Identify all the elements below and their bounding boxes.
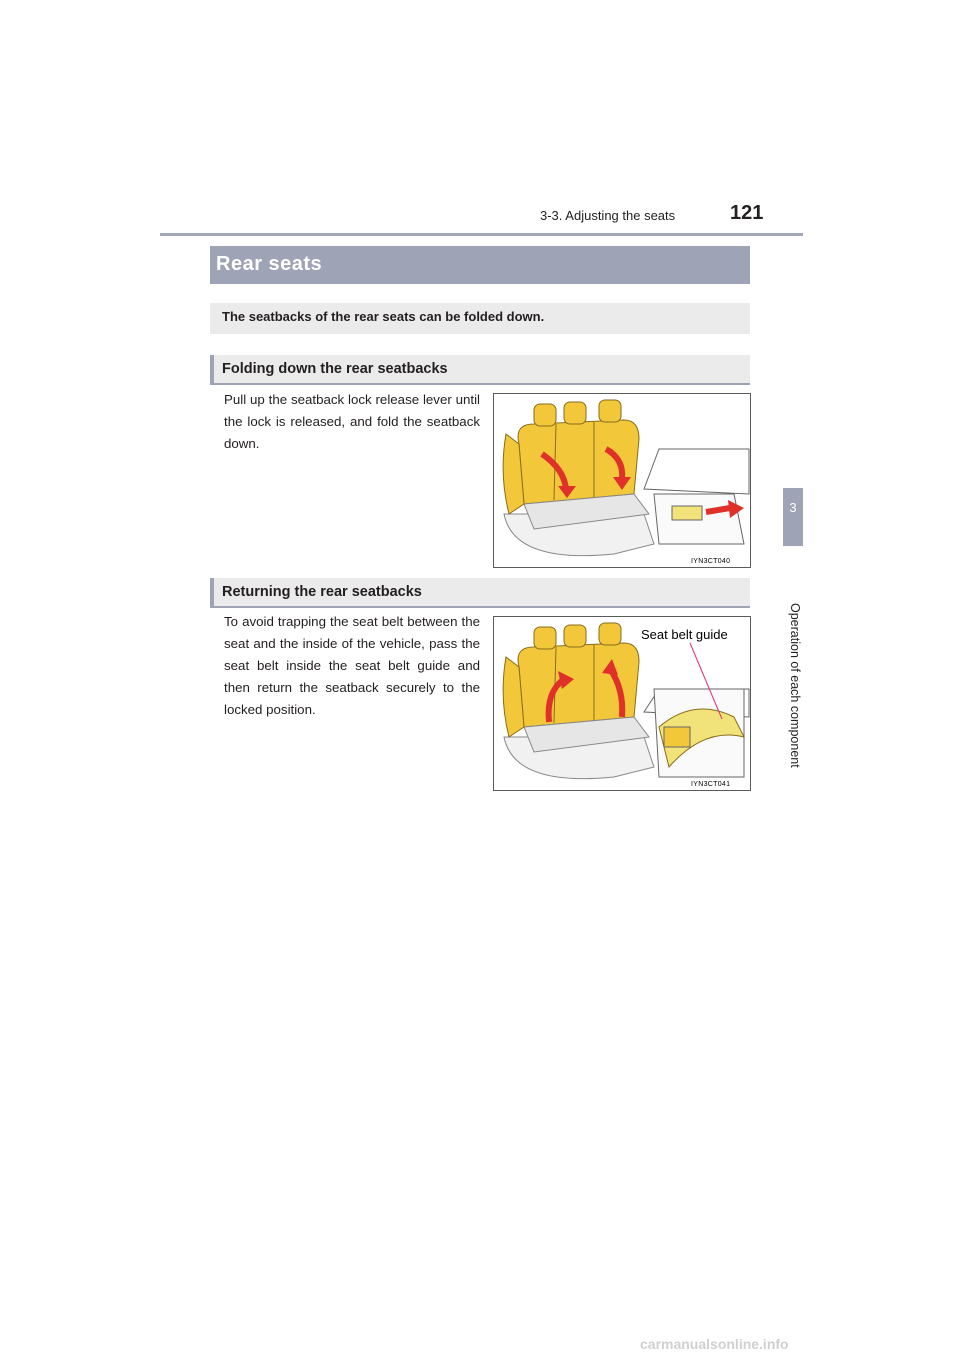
subsection-accent-bar [210,578,214,608]
footer-watermark: carmanualsonline.info [640,1336,789,1352]
figure-code: IYN3CT040 [691,558,731,565]
figure-code: IYN3CT041 [691,781,731,788]
chapter-number: 3 [789,500,797,515]
subsection-heading-folding: Folding down the rear seatbacks [222,361,448,377]
running-header-section: 3-3. Adjusting the seats [540,208,676,223]
subsection-heading-returning: Returning the rear seatbacks [222,584,422,600]
section-title: Rear seats [216,253,323,275]
page-number: 121 [730,202,764,224]
callout-seat-belt-guide: Seat belt guide [641,627,728,642]
illustration-folding [494,394,750,567]
illustration-returning [494,617,750,790]
figure-returning-seatbacks [493,616,751,791]
body-text-returning: To avoid trapping the seat belt between the seat and the inside of the vehicle, pass the seat belt inside the seat belt guide and then return the seatback securely to the locked position. [224,614,480,717]
figure-folding-seatbacks [493,393,751,568]
intro-text: The seatbacks of the rear seats can be folded down. [222,309,545,324]
body-text-folding: Pull up the seatback lock release lever until the lock is released, and fold the seatback down. [224,392,480,451]
chapter-tab [783,488,803,546]
header-rule [160,233,803,236]
chapter-title: Operation of each component [788,603,802,768]
subsection-accent-bar [210,355,214,385]
